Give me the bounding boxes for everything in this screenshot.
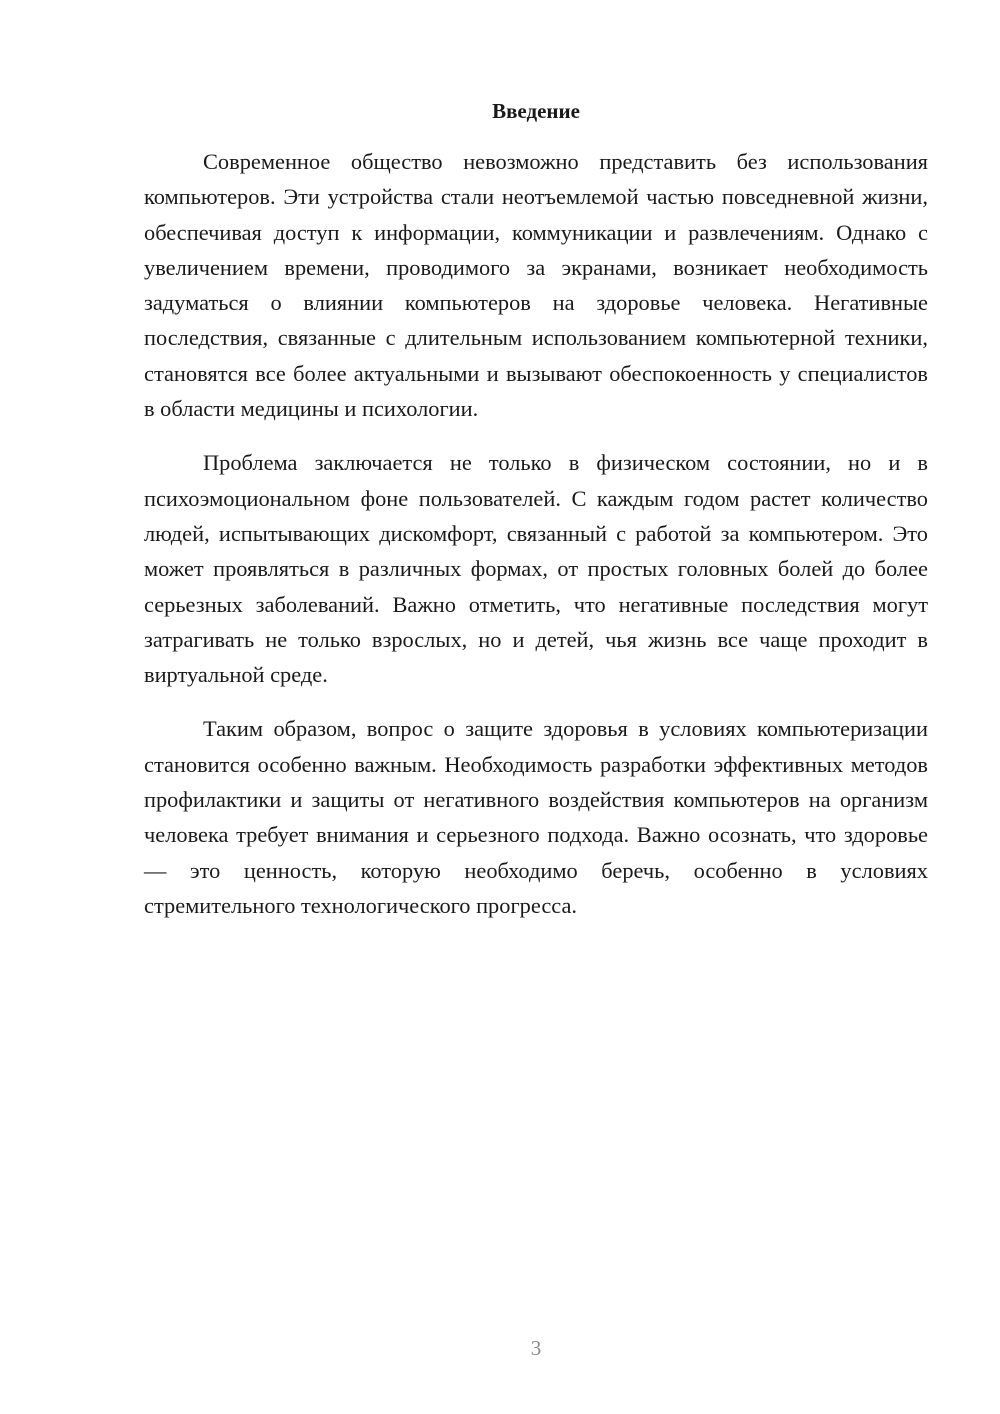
body-text [144, 144, 928, 923]
paragraph-2: Проблема заключается не только в физическом состоянии, но и в психоэмоциональном фоне пользователей. С каждым годом растет количество людей, испытывающих дискомфорт, связанный с работой за компьютером. Это может проявляться в различных формах, от простых головных болей до более серьезных заболеваний. Важно отметить, что негативные последствия могут затрагивать не только взрослых, но и детей, чья жизнь все чаще проходит в виртуальной среде. [144, 450, 928, 688]
section-heading: Введение [492, 99, 580, 123]
page-number: 3 [530, 1336, 542, 1360]
paragraph-3: Таким образом, вопрос о защите здоровья в условиях компьютеризации становится особенно важным. Необходимость разработки эффективных методов профилактики и защиты от негативного воздействия компьютеров на организм человека требует внимания и серьезного подхода. Важно осознать, что здоровье — это ценность, которую необходимо беречь, особенно в условиях стремительного технологического прогресса. [144, 716, 928, 918]
paragraph-1: Современное общество невозможно представить без использования компьютеров. Эти устройства стали неотъемлемой частью повседневной жизни, обеспечивая доступ к информации, коммуникации и развлечениям. Однако с увеличением времени, проводимого за экранами, возникает необходимость задуматься о влиянии компьютеров на здоровье человека. Негативные последствия, связанные с длительным использованием компьютерной техники, становятся все более актуальными и вызывают обеспокоенность у специалистов в области медицины и психологии. [144, 149, 928, 422]
